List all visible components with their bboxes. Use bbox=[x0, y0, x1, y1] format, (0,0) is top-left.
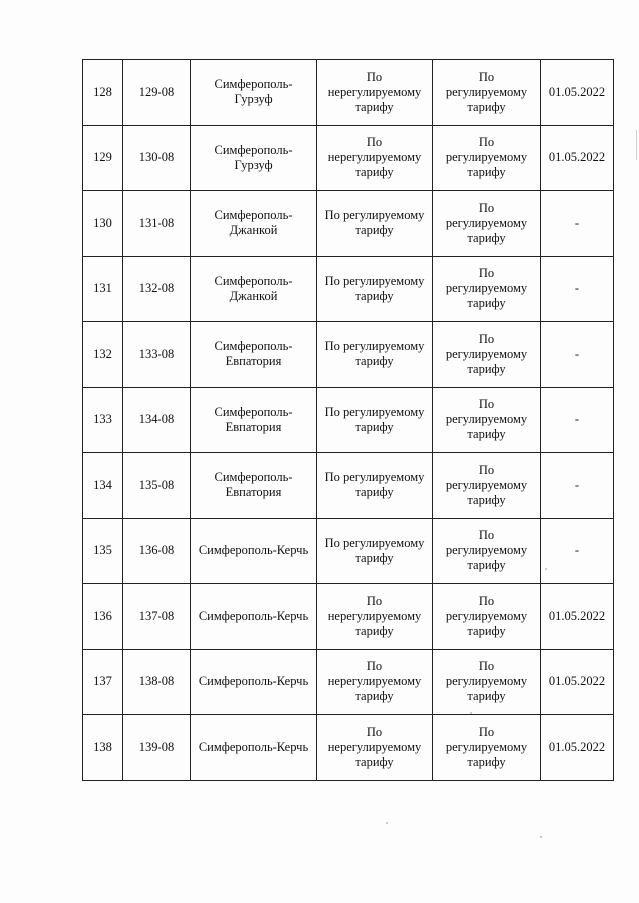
route-code-cell bbox=[123, 60, 191, 126]
route-code: 130-08 bbox=[138, 150, 175, 165]
route-code: 137-08 bbox=[138, 608, 175, 623]
route-name: Симферополь-Керчь bbox=[198, 608, 309, 623]
scan-edge-mark bbox=[636, 130, 637, 160]
route-code-cell bbox=[123, 387, 191, 453]
row-number-cell bbox=[83, 649, 123, 715]
table-row bbox=[83, 125, 614, 191]
tariff-applied-cell bbox=[433, 322, 541, 388]
effective-date: 01.05.2022 bbox=[548, 84, 606, 99]
tariff-type: По регулируемому тарифу bbox=[324, 208, 425, 238]
effective-date-cell bbox=[541, 322, 614, 388]
route-code: 135-08 bbox=[138, 477, 175, 492]
tariff-applied-cell bbox=[433, 191, 541, 257]
route-code: 134-08 bbox=[138, 412, 175, 427]
row-number: 136 bbox=[93, 608, 112, 623]
tariff-applied: По регулируемому тарифу bbox=[445, 331, 528, 376]
table-row bbox=[83, 322, 614, 388]
row-number-cell bbox=[83, 125, 123, 191]
row-number: 131 bbox=[93, 281, 112, 296]
row-number: 138 bbox=[93, 739, 112, 754]
row-number: 134 bbox=[93, 477, 112, 492]
route-name-cell bbox=[191, 584, 317, 650]
effective-date-cell bbox=[541, 715, 614, 781]
route-code: 132-08 bbox=[138, 281, 175, 296]
route-code-cell bbox=[123, 518, 191, 584]
tariff-type: По регулируемому тарифу bbox=[324, 470, 425, 500]
route-name-cell bbox=[191, 322, 317, 388]
tariff-type: По нерегулируемому тарифу bbox=[327, 593, 422, 638]
tariff-applied: По регулируемому тарифу bbox=[445, 724, 528, 769]
tariff-type-cell bbox=[317, 584, 433, 650]
tariff-applied-cell bbox=[433, 715, 541, 781]
tariff-applied: По регулируемому тарифу bbox=[445, 659, 528, 704]
effective-date-cell bbox=[541, 191, 614, 257]
tariff-applied: По регулируемому тарифу bbox=[445, 135, 528, 180]
table-row bbox=[83, 649, 614, 715]
row-number-cell bbox=[83, 387, 123, 453]
tariff-type-cell bbox=[317, 125, 433, 191]
effective-date: - bbox=[574, 215, 580, 230]
tariff-applied-cell bbox=[433, 584, 541, 650]
effective-date-cell bbox=[541, 256, 614, 322]
table-row bbox=[83, 60, 614, 126]
row-number-cell bbox=[83, 453, 123, 519]
tariff-type-cell bbox=[317, 191, 433, 257]
row-number-cell bbox=[83, 191, 123, 257]
route-name-cell bbox=[191, 453, 317, 519]
row-number: 132 bbox=[93, 346, 112, 361]
scan-speck bbox=[540, 836, 542, 838]
effective-date: - bbox=[574, 412, 580, 427]
route-code-cell bbox=[123, 715, 191, 781]
tariff-type-cell bbox=[317, 322, 433, 388]
route-code-cell bbox=[123, 584, 191, 650]
table-row bbox=[83, 518, 614, 584]
row-number-cell bbox=[83, 584, 123, 650]
row-number-cell bbox=[83, 322, 123, 388]
route-code-cell bbox=[123, 322, 191, 388]
row-number: 128 bbox=[93, 84, 112, 99]
effective-date-cell bbox=[541, 518, 614, 584]
tariff-type: По регулируемому тарифу bbox=[324, 404, 425, 434]
route-name-cell bbox=[191, 125, 317, 191]
effective-date-cell bbox=[541, 649, 614, 715]
route-name: Симферополь- Евпатория bbox=[214, 339, 293, 369]
routes-table bbox=[82, 59, 614, 781]
tariff-type: По регулируемому тарифу bbox=[324, 339, 425, 369]
route-name: Симферополь- Джанкой bbox=[214, 208, 293, 238]
tariff-applied: По регулируемому тарифу bbox=[445, 593, 528, 638]
tariff-applied-cell bbox=[433, 453, 541, 519]
tariff-applied: По регулируемому тарифу bbox=[445, 397, 528, 442]
effective-date: - bbox=[574, 477, 580, 492]
effective-date: 01.05.2022 bbox=[548, 739, 606, 754]
tariff-type-cell bbox=[317, 256, 433, 322]
row-number-cell bbox=[83, 256, 123, 322]
row-number: 135 bbox=[93, 543, 112, 558]
route-code-cell bbox=[123, 649, 191, 715]
route-name: Симферополь-Керчь bbox=[198, 739, 309, 754]
route-name: Симферополь- Евпатория bbox=[214, 470, 293, 500]
route-code-cell bbox=[123, 125, 191, 191]
tariff-applied: По регулируемому тарифу bbox=[445, 266, 528, 311]
route-name: Симферополь-Керчь bbox=[198, 543, 309, 558]
tariff-type-cell bbox=[317, 387, 433, 453]
route-code-cell bbox=[123, 191, 191, 257]
route-name: Симферополь-Керчь bbox=[198, 674, 309, 689]
table-row bbox=[83, 453, 614, 519]
table-row bbox=[83, 584, 614, 650]
route-code: 131-08 bbox=[138, 215, 175, 230]
tariff-type: По нерегулируемому тарифу bbox=[327, 659, 422, 704]
row-number-cell bbox=[83, 518, 123, 584]
row-number: 129 bbox=[93, 150, 112, 165]
effective-date-cell bbox=[541, 584, 614, 650]
route-code: 136-08 bbox=[138, 543, 175, 558]
tariff-type: По нерегулируемому тарифу bbox=[327, 69, 422, 114]
route-name: Симферополь- Гурзуф bbox=[214, 77, 293, 107]
tariff-applied: По регулируемому тарифу bbox=[445, 200, 528, 245]
tariff-applied: По регулируемому тарифу bbox=[445, 528, 528, 573]
row-number: 137 bbox=[93, 674, 112, 689]
table-row bbox=[83, 191, 614, 257]
tariff-applied-cell bbox=[433, 649, 541, 715]
route-code-cell bbox=[123, 453, 191, 519]
scan-speck bbox=[386, 822, 388, 824]
tariff-applied-cell bbox=[433, 518, 541, 584]
effective-date-cell bbox=[541, 125, 614, 191]
route-code: 138-08 bbox=[138, 674, 175, 689]
route-name: Симферополь- Джанкой bbox=[214, 273, 293, 303]
effective-date: - bbox=[574, 346, 580, 361]
route-name-cell bbox=[191, 256, 317, 322]
tariff-type-cell bbox=[317, 518, 433, 584]
tariff-type-cell bbox=[317, 60, 433, 126]
tariff-type: По регулируемому тарифу bbox=[324, 535, 425, 565]
tariff-applied-cell bbox=[433, 125, 541, 191]
effective-date: - bbox=[574, 543, 580, 558]
effective-date: - bbox=[574, 281, 580, 296]
scan-speck bbox=[545, 568, 547, 570]
effective-date-cell bbox=[541, 453, 614, 519]
tariff-applied-cell bbox=[433, 256, 541, 322]
tariff-applied-cell bbox=[433, 60, 541, 126]
routes-table-body bbox=[83, 60, 614, 781]
route-code: 129-08 bbox=[138, 84, 175, 99]
row-number: 130 bbox=[93, 215, 112, 230]
route-name-cell bbox=[191, 649, 317, 715]
route-name-cell bbox=[191, 715, 317, 781]
route-code-cell bbox=[123, 256, 191, 322]
effective-date-cell bbox=[541, 387, 614, 453]
tariff-type-cell bbox=[317, 715, 433, 781]
row-number: 133 bbox=[93, 412, 112, 427]
row-number-cell bbox=[83, 60, 123, 126]
tariff-type-cell bbox=[317, 649, 433, 715]
tariff-applied: По регулируемому тарифу bbox=[445, 69, 528, 114]
tariff-applied: По регулируемому тарифу bbox=[445, 462, 528, 507]
tariff-type-cell bbox=[317, 453, 433, 519]
effective-date: 01.05.2022 bbox=[548, 674, 606, 689]
table-row bbox=[83, 715, 614, 781]
route-name: Симферополь- Гурзуф bbox=[214, 142, 293, 172]
tariff-type: По нерегулируемому тарифу bbox=[327, 135, 422, 180]
table-row bbox=[83, 256, 614, 322]
tariff-type: По регулируемому тарифу bbox=[324, 273, 425, 303]
route-name-cell bbox=[191, 387, 317, 453]
tariff-type: По нерегулируемому тарифу bbox=[327, 724, 422, 769]
table-row bbox=[83, 387, 614, 453]
route-name-cell bbox=[191, 60, 317, 126]
route-name-cell bbox=[191, 518, 317, 584]
tariff-applied-cell bbox=[433, 387, 541, 453]
route-name: Симферополь- Евпатория bbox=[214, 404, 293, 434]
effective-date: 01.05.2022 bbox=[548, 608, 606, 623]
row-number-cell bbox=[83, 715, 123, 781]
route-name-cell bbox=[191, 191, 317, 257]
effective-date: 01.05.2022 bbox=[548, 150, 606, 165]
effective-date-cell bbox=[541, 60, 614, 126]
scan-speck bbox=[470, 712, 472, 714]
route-code: 139-08 bbox=[138, 739, 175, 754]
route-code: 133-08 bbox=[138, 346, 175, 361]
